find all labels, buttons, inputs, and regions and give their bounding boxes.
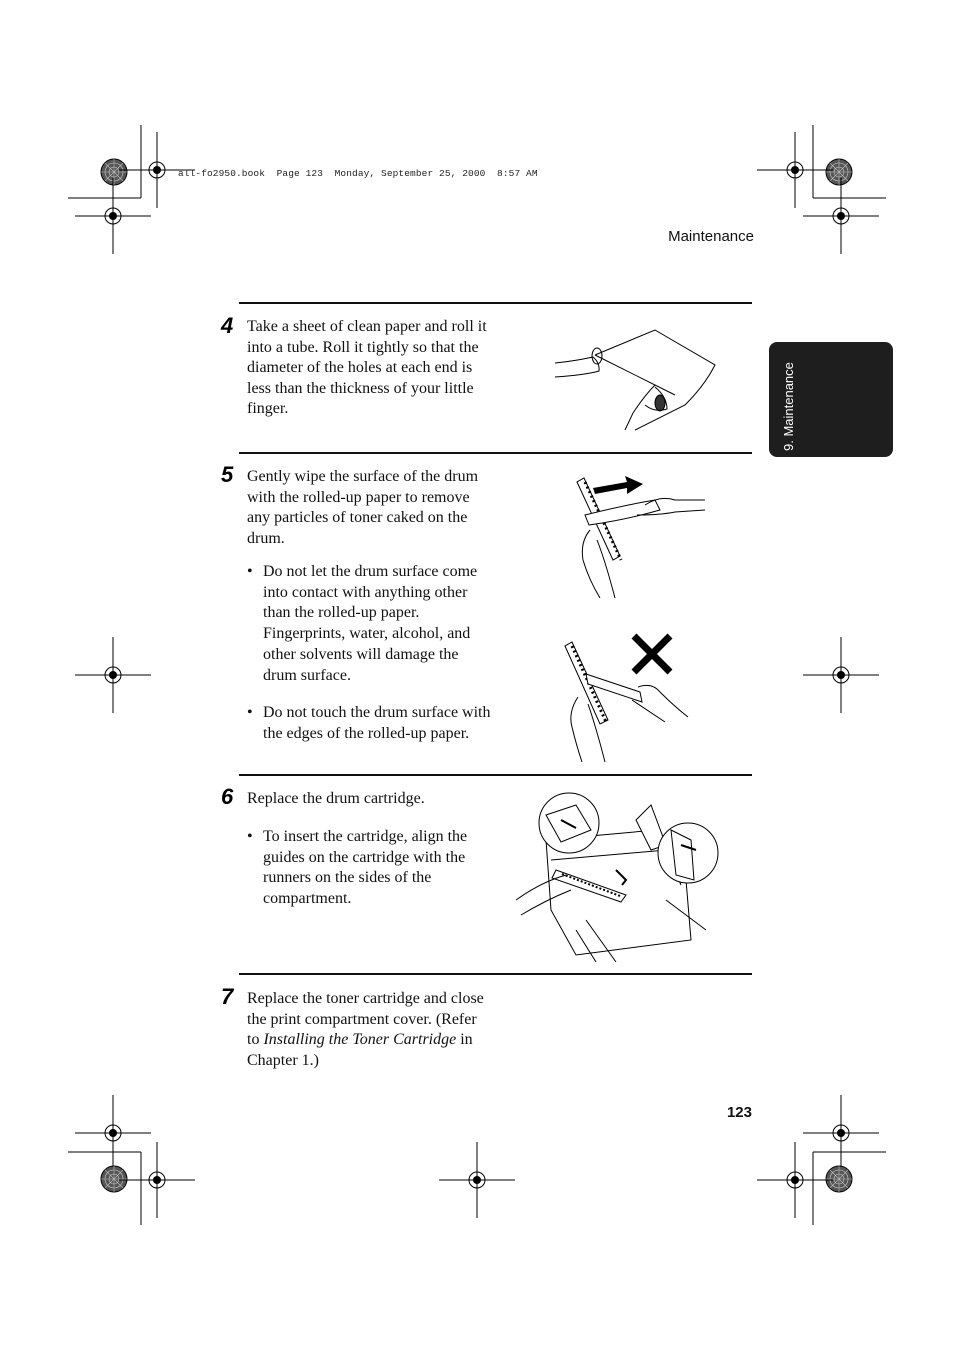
step-text: Gently wipe the surface of the drum with the rolled-up paper to remove any particles of toner caked on the drum. (247, 468, 479, 547)
bullet-item: • To insert the cartridge, align the guides on the cartridge with the runners on the sides of the compartment. (247, 828, 468, 908)
wrong-wipe-illustration (560, 632, 695, 764)
file-info: all-fo2950.book Page 123 Monday, September 25, 2000 8:57 AM (178, 168, 538, 179)
divider (239, 452, 752, 454)
step-number: 7 (221, 984, 234, 1009)
bullet-item: • Do not touch the drum surface with the edges of the rolled-up paper. (247, 704, 491, 742)
x-mark-icon (634, 636, 670, 672)
insert-cartridge-illustration (516, 790, 721, 962)
running-header: Maintenance (668, 228, 754, 245)
step-text: Replace the toner cartridge and close the print compartment cover. (Refer to Installing the Toner Cartridge in Chapter 1.) (247, 990, 484, 1069)
rolled-paper-illustration (555, 325, 720, 435)
arrow-right-icon (593, 476, 643, 494)
divider (239, 302, 752, 304)
step-text: Replace the drum cartridge. (247, 790, 425, 807)
divider (239, 774, 752, 776)
divider (239, 973, 752, 975)
step-number: 6 (221, 784, 234, 809)
page-number: 123 (726, 1104, 752, 1121)
wipe-drum-illustration (565, 470, 710, 600)
step-number: 4 (221, 313, 234, 338)
step-text: Take a sheet of clean paper and roll it into a tube. Roll it tightly so that the diameter of the holes at each end is less than the thickness of your little finger. (247, 318, 487, 417)
step-number: 5 (221, 462, 234, 487)
chapter-reference: Installing the Toner Cartridge (263, 1031, 457, 1048)
side-tab (769, 342, 893, 457)
side-tab-label: 9. Maintenance (781, 362, 796, 451)
bullet-item: • Do not let the drum surface come into contact with anything other than the rolled-up paper. Fingerprints, water, alcohol, and other solvents will damage the drum surface. (247, 563, 478, 684)
